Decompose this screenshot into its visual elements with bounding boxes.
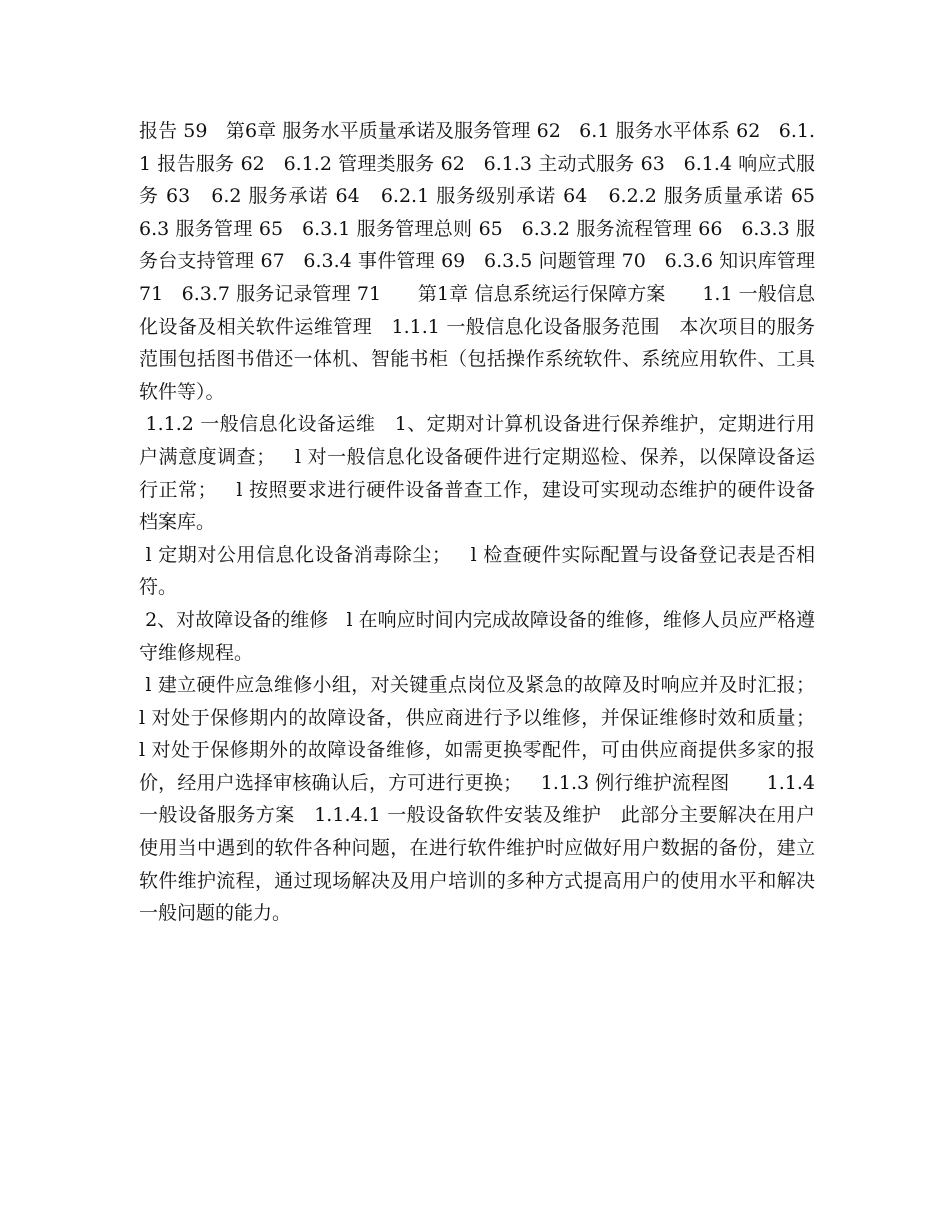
document-body <box>139 115 834 930</box>
paragraph-device-maintenance: 1.1.2 一般信息化设备运维 1、定期对计算机设备进行保养维护，定期进行用户满意度调查； l 对一般信息化设备硬件进行定期巡检、保养，以保障设备运行正常； l 按照要求进行硬件设备普查工作，建设可实现动态维护的硬件设备档案库。 <box>139 413 815 534</box>
paragraph-disinfection-check: l 定期对公用信息化设备消毒除尘； l 检查硬件实际配置与设备登记表是否相符。 <box>139 543 815 599</box>
paragraph-fault-repair: 2、对故障设备的维修 l 在响应时间内完成故障设备的维修，维修人员应严格遵守维修规程。 <box>139 608 815 664</box>
paragraph-toc-and-scope: 报告 59 第6章 服务水平质量承诺及服务管理 62 6.1 服务水平体系 62 6.1.1 报告服务 62 6.1.2 管理类服务 62 6.1.3 主动式服务 63 6.1.4 响应式服务 63 6.2 服务承诺 64 6.2.1 服务级别承诺 64 6.2.2 服务质量承诺 65 6.3 服务管理 65 6.3.1 服务管理总则 65 6.3.2 服务流程管理 66 6.3.3 服务台支持管理 67 6.3.4 事件管理 69 6.3.5 问题管理 70 6.3.6 知识库管理 71 6.3.7 服务记录管理 71 第1章 信息系统运行保障方案 1.1 一般信息化设备及相关软件运维管理 1.1.1 一般信息化设备服务范围 本次项目的服务范围包括图书借还一体机、智能书柜（包括操作系统软件、系统应用软件、工具软件等）。 <box>139 120 834 403</box>
paragraph-emergency-and-software: l 建立硬件应急维修小组，对关键重点岗位及紧急的故障及时响应并及时汇报； l 对处于保修期内的故障设备，供应商进行予以维修，并保证维修时效和质量； l 对处于保修期外的故障设备维修，如需更换零配件，可由供应商提供多家的报价，经用户选择审核确认后，方可进行更换； 1.1.3 例行维护流程图 1.1.4 一般设备服务方案 1.1.4.1 一般设备软件安装及维护 此部分主要解决在用户使用当中遇到的软件各种问题，在进行软件维护时应做好用户数据的备份，建立软件维护流程，通过现场解决及用户培训的多种方式提高用户的使用水平和解决一般问题的能力。 <box>139 674 834 925</box>
